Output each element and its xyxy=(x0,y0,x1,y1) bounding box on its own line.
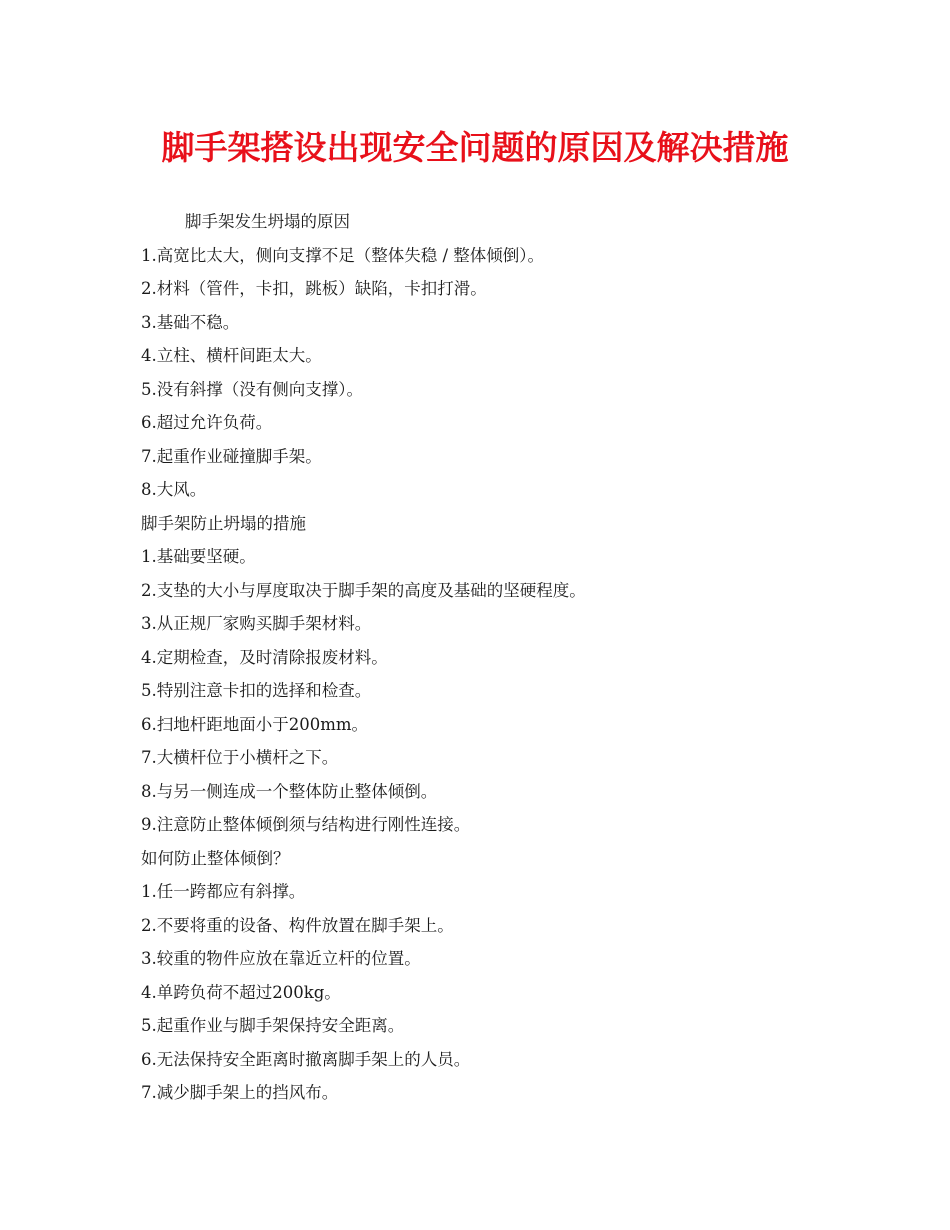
list-item: 8.与另一侧连成一个整体防止整体倾倒。 xyxy=(141,781,438,801)
section-heading-prevent-overturning: 如何防止整体倾倒？ xyxy=(141,848,290,868)
section-heading-collapse-causes: 脚手架发生坍塌的原因 xyxy=(185,212,350,231)
list-item: 4.单跨负荷不超过200kg。 xyxy=(141,982,341,1002)
document-title: 脚手架搭设出现安全问题的原因及解决措施 xyxy=(161,128,789,167)
list-item: 2.支垫的大小与厚度取决于脚手架的高度及基础的坚硬程度。 xyxy=(141,580,586,600)
list-item: 7.起重作业碰撞脚手架。 xyxy=(141,446,322,466)
list-item: 7.大横杆位于小横杆之下。 xyxy=(141,748,339,767)
list-item: 8.大风。 xyxy=(141,480,207,499)
list-item: 5.特别注意卡扣的选择和检查。 xyxy=(141,681,372,700)
list-item: 6.超过允许负荷。 xyxy=(141,413,273,432)
section-heading-prevention-measures: 脚手架防止坍塌的措施 xyxy=(141,513,306,533)
list-item: 3.较重的物件应放在靠近立杆的位置。 xyxy=(141,949,421,968)
list-item: 9.注意防止整体倾倒须与结构进行刚性连接。 xyxy=(141,815,471,834)
list-item: 2.不要将重的设备、构件放置在脚手架上。 xyxy=(141,915,454,935)
list-item: 1.任一跨都应有斜撑。 xyxy=(141,882,306,901)
list-item: 6.无法保持安全距离时撤离脚手架上的人员。 xyxy=(141,1049,471,1069)
list-item: 1.高宽比太大，侧向支撑不足（整体失稳 / 整体倾倒）。 xyxy=(141,245,545,265)
list-item: 4.定期检查，及时清除报废材料。 xyxy=(141,647,388,667)
list-item: 5.没有斜撑（没有侧向支撑）。 xyxy=(141,379,363,399)
list-item: 7.减少脚手架上的挡风布。 xyxy=(141,1083,339,1102)
document-body xyxy=(141,205,841,1110)
list-item: 3.从正规厂家购买脚手架材料。 xyxy=(141,614,372,633)
list-item: 2.材料（管件，卡扣，跳板）缺陷，卡扣打滑。 xyxy=(141,279,487,298)
list-item: 1.基础要坚硬。 xyxy=(141,547,256,566)
list-item: 3.基础不稳。 xyxy=(141,312,240,332)
list-item: 6.扫地杆距地面小于200mm。 xyxy=(141,714,369,734)
list-item: 5.起重作业与脚手架保持安全距离。 xyxy=(141,1016,405,1035)
list-item: 4.立柱、横杆间距太大。 xyxy=(141,346,322,365)
